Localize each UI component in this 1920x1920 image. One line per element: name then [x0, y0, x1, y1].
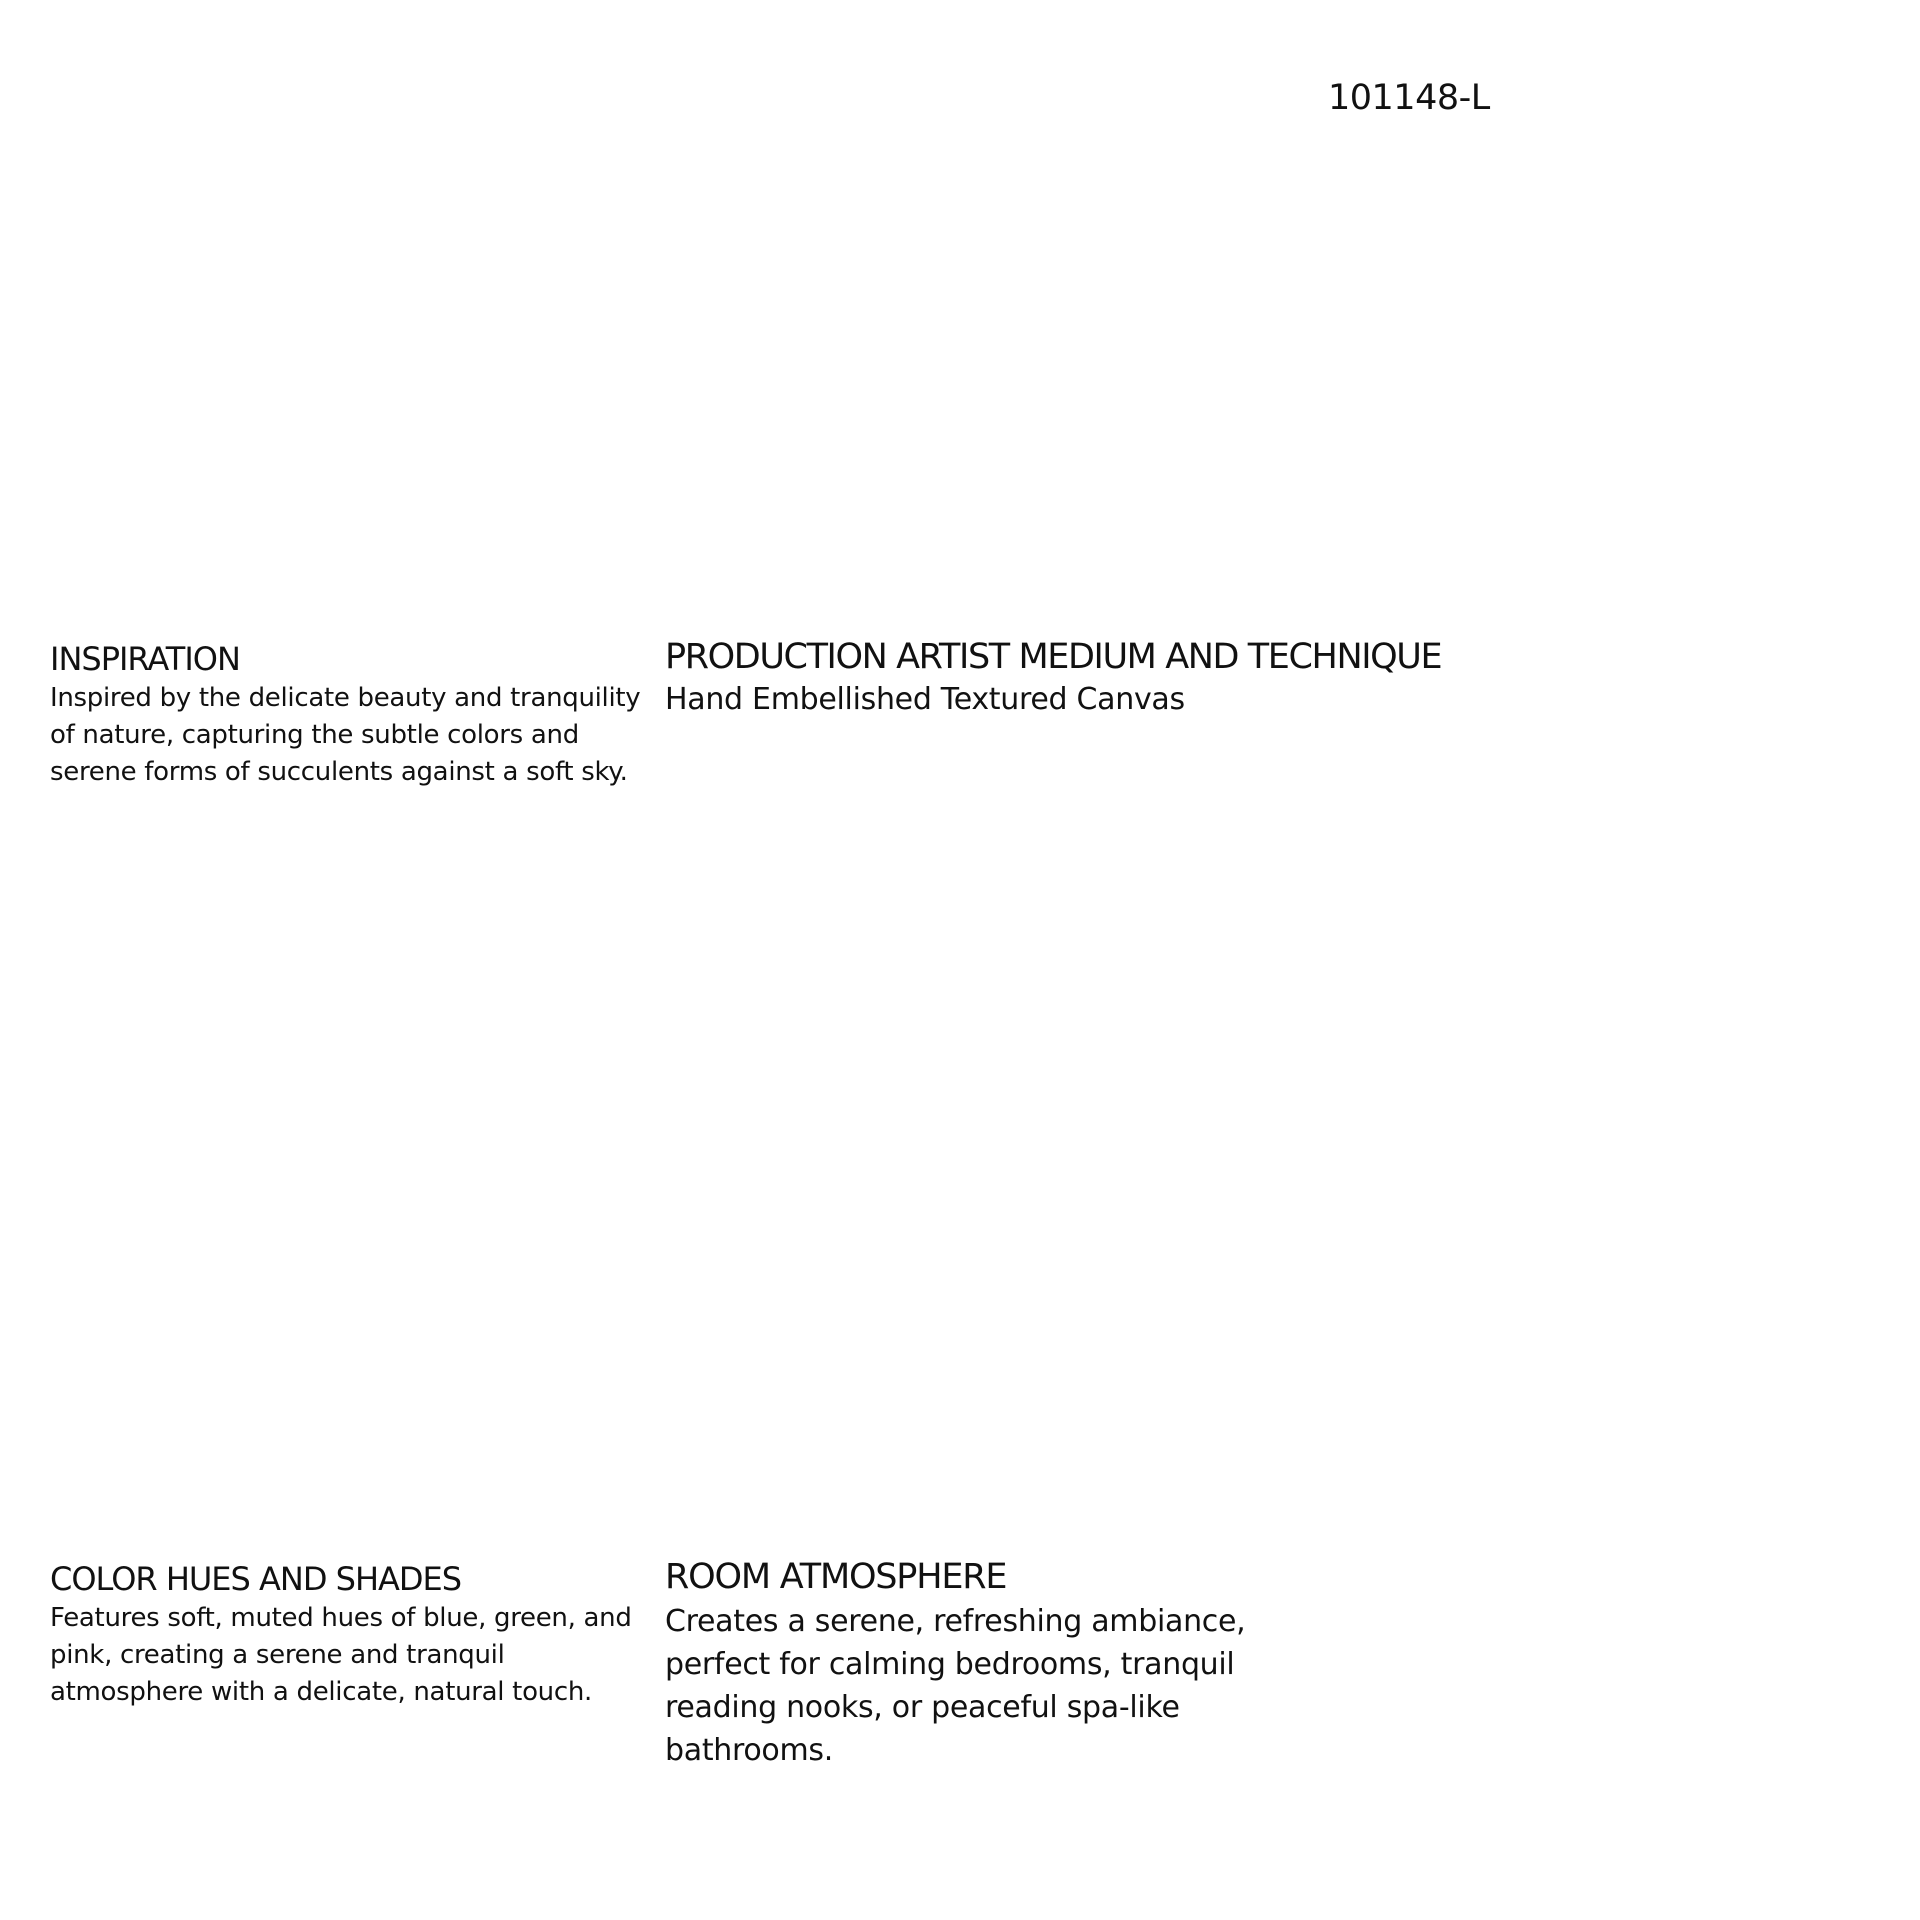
room-heading: ROOM ATMOSPHERE [665, 1557, 1007, 1597]
room-section [665, 1554, 1265, 1772]
inspiration-section [50, 638, 650, 791]
production-line: Hand Embellished Textured Canvas [665, 682, 1185, 717]
room-line: reading nooks, or peaceful spa-like [665, 1690, 1180, 1725]
room-text [665, 1600, 1265, 1772]
color-line: Features soft, muted hues of blue, green, and [50, 1603, 632, 1633]
color-section [50, 1558, 650, 1711]
production-section [665, 634, 1565, 720]
color-text [50, 1600, 650, 1711]
inspiration-heading: INSPIRATION [50, 640, 240, 678]
room-line: Creates a serene, refreshing ambiance, [665, 1604, 1246, 1639]
color-heading: COLOR HUES AND SHADES [50, 1560, 462, 1598]
color-line: atmosphere with a delicate, natural touch. [50, 1677, 592, 1707]
sku-code: 101148-L [1328, 78, 1490, 118]
inspiration-line: Inspired by the delicate beauty and tranquility [50, 683, 641, 713]
inspiration-line: serene forms of succulents against a soft sky. [50, 757, 628, 787]
inspiration-text [50, 680, 650, 791]
color-line: pink, creating a serene and tranquil [50, 1640, 505, 1670]
production-text [665, 680, 1565, 720]
room-line: perfect for calming bedrooms, tranquil [665, 1647, 1235, 1682]
room-line: bathrooms. [665, 1733, 833, 1768]
inspiration-line: of nature, capturing the subtle colors and [50, 720, 579, 750]
production-heading: PRODUCTION ARTIST MEDIUM AND TECHNIQUE [665, 637, 1442, 677]
